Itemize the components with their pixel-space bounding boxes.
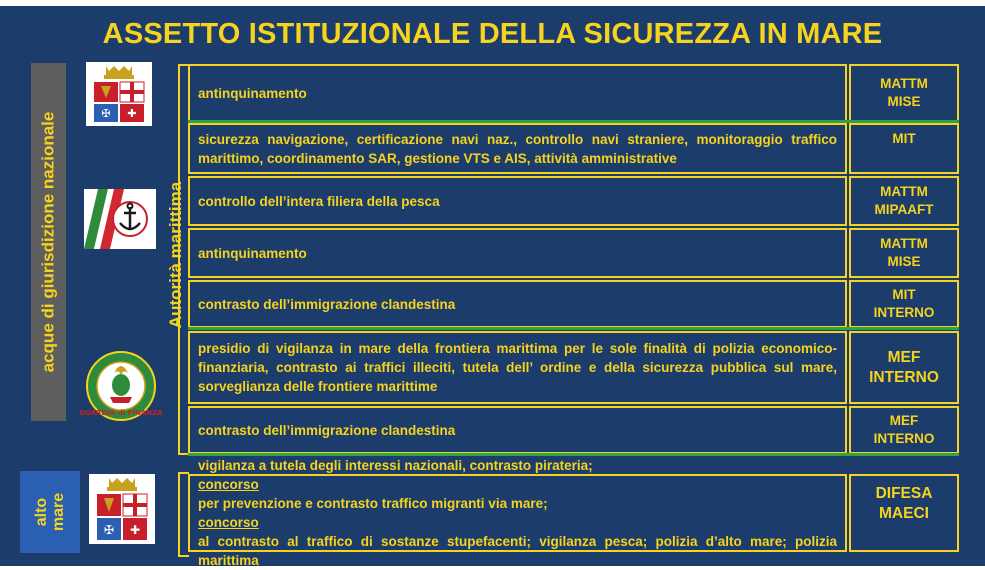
activity-cell-antinquinamento-2: antinquinamento	[188, 228, 847, 278]
activity-cell-sicurezza-navigazione: sicurezza navigazione, certificazione navi naz., controllo navi straniere, monitoraggio traffico marittimo, coordinamento SAR, gestione VTS e AIS, attività amministrative	[188, 123, 847, 174]
authority-cell-2: MIT	[849, 123, 959, 174]
activity-cell-presidio-vigilanza: presidio di vigilanza in mare della frontiera marittima per le sole finalità di polizia economico-finanziaria, contrasto ai traffici illeciti, tutela dell’ ordine e della sicurezza pubblica sul mare, sorveglianza delle frontiere marittime	[188, 331, 847, 404]
authority-cell-alto-mare: DIFESA MAECI	[849, 474, 959, 552]
page-title: ASSETTO ISTITUZIONALE DELLA SICUREZZA IN MARE	[102, 18, 883, 50]
authority-cell-6: MEF INTERNO	[849, 331, 959, 404]
svg-text:✠: ✠	[101, 107, 111, 120]
svg-text:✚: ✚	[127, 107, 137, 120]
activity-cell-immigrazione-2: contrasto dell’immigrazione clandestina	[188, 406, 847, 454]
green-separator	[188, 327, 959, 330]
maritime-authority-label: Autorità marittima	[166, 181, 186, 329]
national-waters-bar	[31, 63, 66, 421]
authority-cell-5: MIT INTERNO	[849, 280, 959, 328]
activity-cell-filiera-pesca: controllo dell’intera filiera della pesca	[188, 176, 847, 226]
navy-ensign-logo-high-seas	[89, 474, 155, 544]
authority-cell-1: MATTM MISE	[849, 64, 959, 122]
national-waters-label: acque di giurisdizione nazionale	[38, 111, 58, 373]
activity-cell-antinquinamento-1: antinquinamento	[188, 64, 847, 122]
high-seas-label: alto mare	[33, 492, 67, 532]
authority-cell-4: MATTM MISE	[849, 228, 959, 278]
guardia-di-finanza-text: GUARDIA di FINANZA	[79, 409, 163, 417]
authority-cell-7: MEF INTERNO	[849, 406, 959, 454]
navy-ensign-logo	[86, 62, 152, 126]
activity-cell-alto-mare: vigilanza a tutela degli interessi nazionali, contrasto pirateria; concorso per prevenzione e contrasto traffico migranti via mare; concorso al contrasto al traffico di sostanze stupefacenti; vigilanza pesca; polizia d’alto mare; polizia marittima	[188, 474, 847, 552]
svg-text:✠: ✠	[103, 523, 115, 537]
guardia-di-finanza-logo	[79, 351, 163, 421]
svg-text:✚: ✚	[129, 523, 141, 537]
top-border	[0, 0, 985, 6]
authority-cell-3: MATTM MIPAAFT	[849, 176, 959, 226]
activity-cell-immigrazione-1: contrasto dell’immigrazione clandestina	[188, 280, 847, 328]
coast-guard-logo	[84, 189, 156, 249]
high-seas-bar	[20, 471, 80, 553]
